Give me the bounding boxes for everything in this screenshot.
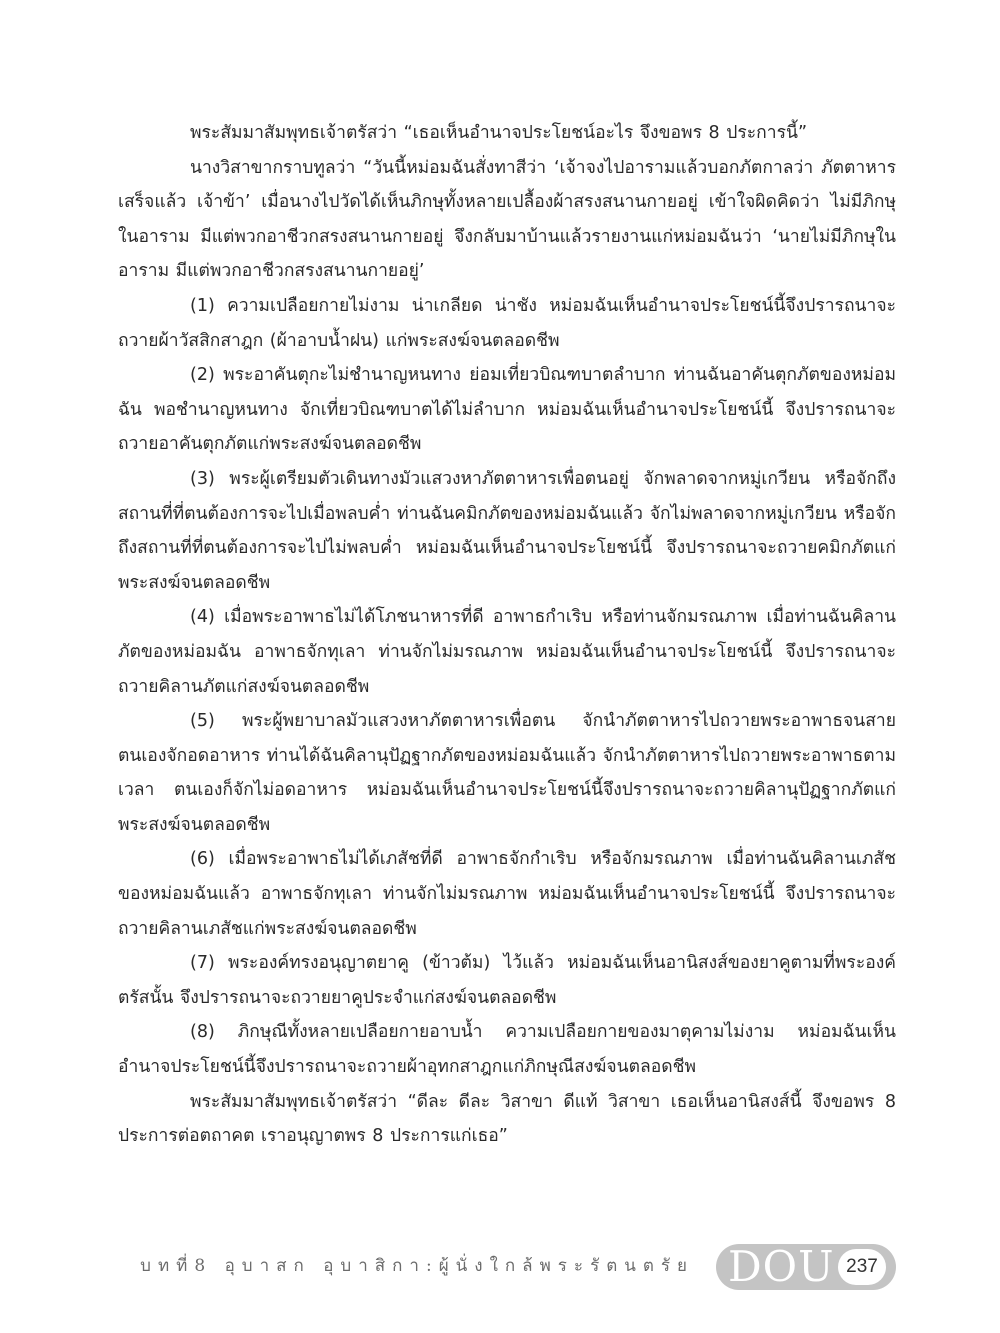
paragraph-buddha-grant: พระสัมมาสัมพุทธเจ้าตรัสว่า “ดีละ ดีละ วิสาขา ดีแท้ วิสาขา เธอเห็นอานิสงส์นี้ จึงขอพร 8 ประการต่อตถาคต เราอนุญาตพร 8 ประการแก่เธอ” — [118, 1091, 896, 1147]
paragraph-reason-5: (5) พระผู้พยาบาลมัวแสวงหาภัตตาหารเพื่อตน จักนำภัตตาหารไปถวายพระอาพาธจนสาย ตนเองจักอดอาหาร ท่านได้ฉันคิลานุปัฏฐากภัตของหม่อมฉันแล้ว จักนำภัตตาหารไปถวายพระอาพาธตามเวลา ตนเองก็จักไม่อดอาหาร หม่อมฉันเห็นอำนาจประโยชน์นี้จึงปรารถนาจะถวายคิลานุปัฏฐากภัตแก่พระสงฆ์จนตลอดชีพ — [118, 711, 896, 835]
page-number: 237 — [838, 1249, 886, 1285]
paragraph-reason-2: (2) พระอาคันตุกะไม่ชำนาญหนทาง ย่อมเที่ยวบิณฑบาตลำบาก ท่านฉันอาคันตุกภัตของหม่อมฉัน พอชำนาญหนทาง จักเที่ยวบิณฑบาตได้ไม่ลำบาก หม่อมฉันเห็นอำนาจประโยชน์นี้ จึงปรารถนาจะถวายอาคันตุกภัตแก่พระสงฆ์จนตลอดชีพ — [118, 365, 896, 455]
paragraph-reason-8: (8) ภิกษุณีทั้งหลายเปลือยกายอาบน้ำ ความเปลือยกายของมาตุคามไม่งาม หม่อมฉันเห็นอำนาจประโยชน์นี้จึงปรารถนาจะถวายผ้าอุทกสาฎกแก่ภิกษุณีสงฆ์จนตลอดชีพ — [118, 1022, 896, 1078]
chapter-title: บทที่8 อุบาสก อุบาสิกา:ผู้นั่งใกล้พระรัตนตรัย — [140, 1256, 694, 1276]
paragraph-buddha-question: พระสัมมาสัมพุทธเจ้าตรัสว่า “เธอเห็นอำนาจประโยชน์อะไร จึงขอพร 8 ประการนี้” — [190, 123, 808, 143]
paragraph-reason-1: (1) ความเปลือยกายไม่งาม น่าเกลียด น่าชัง หม่อมฉันเห็นอำนาจประโยชน์นี้จึงปรารถนาจะถวายผ้าวัสสิกสาฎก (ผ้าอาบน้ำฝน) แก่พระสงฆ์จนตลอดชีพ — [118, 295, 896, 351]
paragraph-reason-3: (3) พระผู้เตรียมตัวเดินทางมัวแสวงหาภัตตาหารเพื่อตนอยู่ จักพลาดจากหมู่เกวียน หรือจักถึงสถานที่ที่ตนต้องการจะไปเมื่อพลบค่ำ ท่านฉันคมิกภัตของหม่อมฉันแล้ว จักไม่พลาดจากหมู่เกวียน หรือจักถึงสถานที่ที่ตนต้องการจะไปไม่พลบค่ำ หม่อมฉันเห็นอำนาจประโยชน์นี้ จึงปรารถนาจะถวายคมิกภัตแก่พระสงฆ์จนตลอดชีพ — [118, 468, 896, 593]
paragraph-reason-7: (7) พระองค์ทรงอนุญาตยาคู (ข้าวต้ม) ไว้แล้ว หม่อมฉันเห็นอานิสงส์ของยาคูตามที่พระองค์ตรัสนั้น จึงปรารถนาจะถวายยาคูประจำแก่สงฆ์จนตลอดชีพ — [118, 953, 896, 1008]
page-footer — [0, 1240, 1000, 1296]
paragraph-reason-4: (4) เมื่อพระอาพาธไม่ได้โภชนาหารที่ดี อาพาธกำเริบ หรือท่านจักมรณภาพ เมื่อท่านฉันคิลานภัตของหม่อมฉัน อาพาธจักทุเลา ท่านจักไม่มรณภาพ หม่อมฉันเห็นอำนาจประโยชน์นี้ จึงปรารถนาจะถวายคิลานภัตแก่สงฆ์จนตลอดชีพ — [118, 607, 896, 697]
paragraph-visakha-reply: นางวิสาขากราบทูลว่า “วันนี้หม่อมฉันสั่งทาสีว่า ‘เจ้าจงไปอารามแล้วบอกภัตกาลว่า ภัตตาหารเสร็จแล้ว เจ้าข้า’ เมื่อนางไปวัดได้เห็นภิกษุทั้งหลายเปลื้องผ้าสรงสนานกายอยู่ เข้าใจผิดคิดว่า ไม่มีภิกษุในอาราม มีแต่พวกอาชีวกสรงสนานกายอยู่ จึงกลับมาบ้านแล้วรายงานแก่หม่อมฉันว่า ‘นายไม่มีภิกษุในอาราม มีแต่พวกอาชีวกสรงสนานกายอยู่’ — [118, 157, 896, 282]
dou-logo: DOU — [728, 1242, 835, 1291]
paragraph-reason-6: (6) เมื่อพระอาพาธไม่ได้เภสัชที่ดี อาพาธจักกำเริบ หรือจักมรณภาพ เมื่อท่านฉันคิลานเภสัชของหม่อมฉันแล้ว อาพาธจักทุเลา ท่านจักไม่มรณภาพ หม่อมฉันเห็นอำนาจประโยชน์นี้ จึงปรารถนาจะถวายคิลานเภสัชแก่พระสงฆ์จนตลอดชีพ — [118, 849, 896, 939]
footer-badge — [716, 1244, 896, 1290]
page-body — [118, 116, 896, 1154]
